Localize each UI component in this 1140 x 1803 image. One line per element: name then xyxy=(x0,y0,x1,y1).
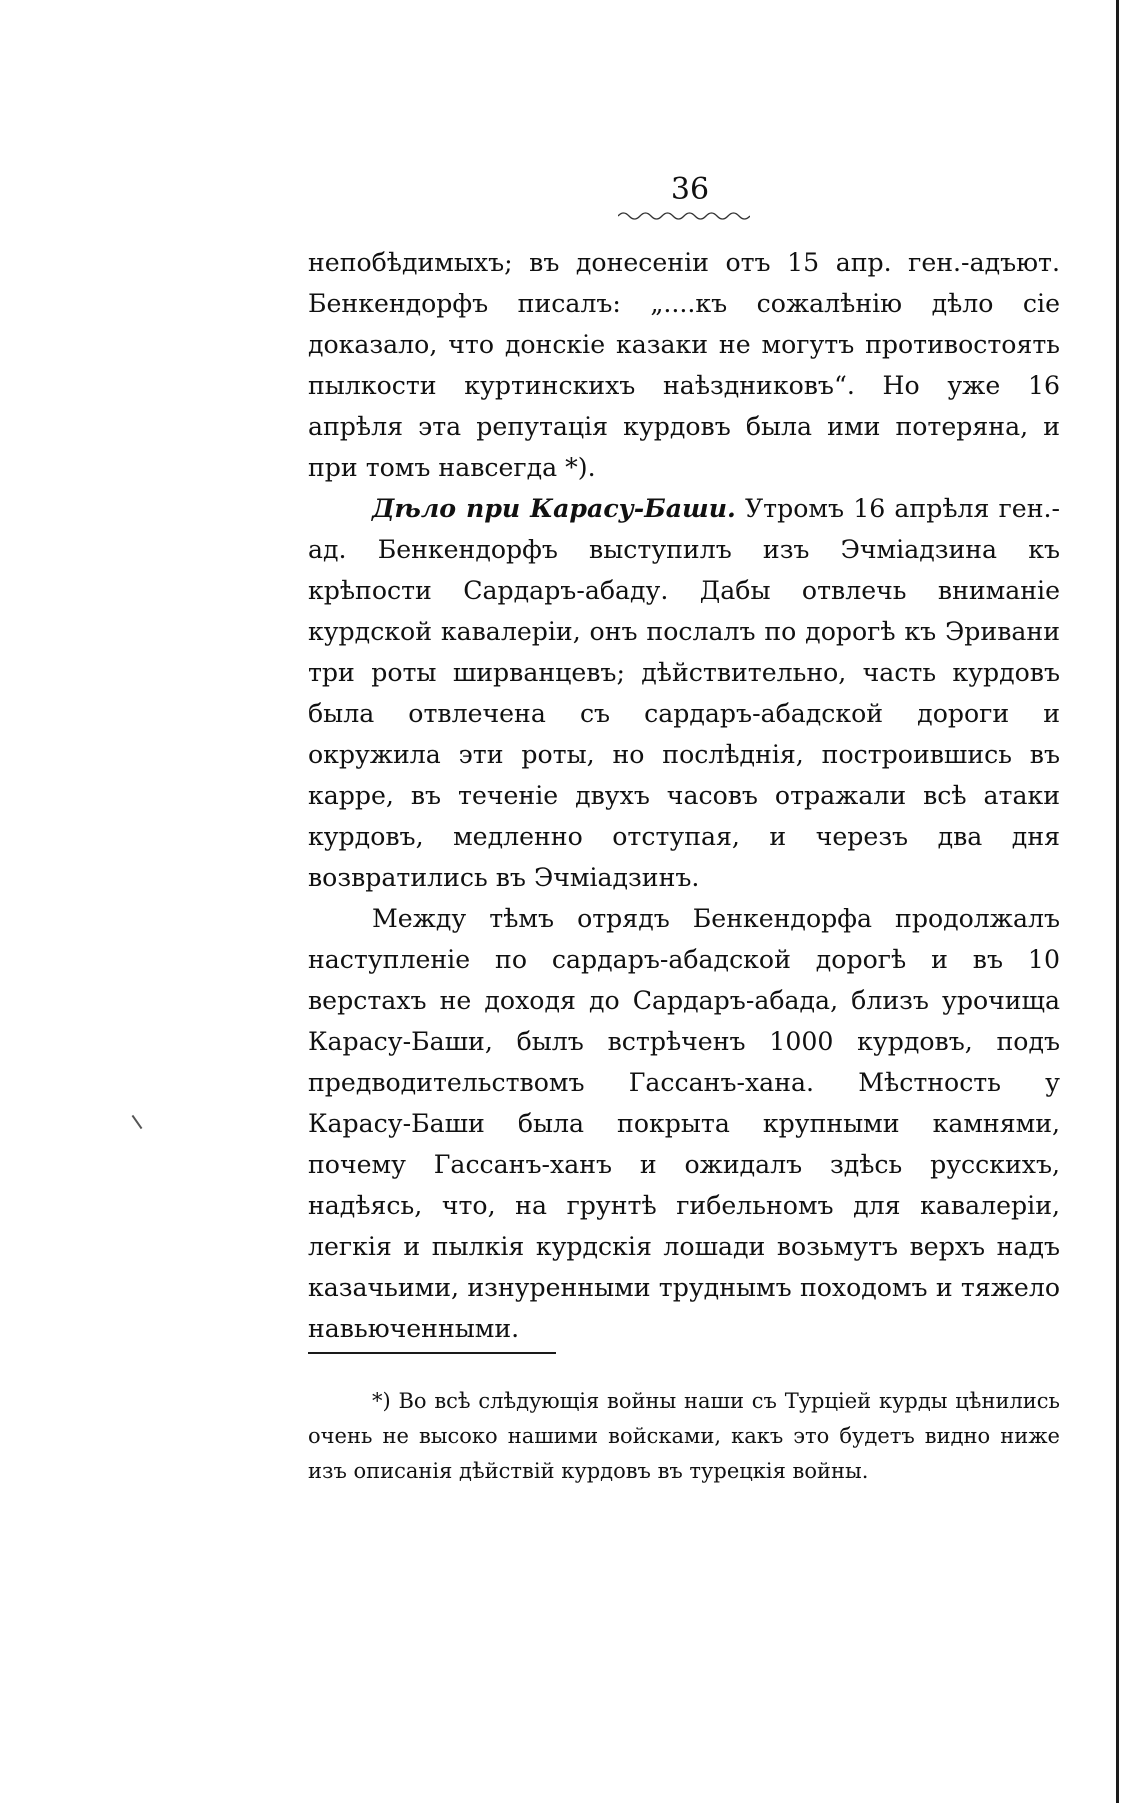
paragraph-2-text: Утромъ 16 апрѣля ген.-ад. Бенкендорфъ выступилъ изъ Эчміадзина къ крѣпости Сардаръ-абаду. Дабы отвлечь вниманіе курдской кавалеріи, онъ послалъ по дорогѣ къ Эривани три роты ширванцевъ; дѣйствительно, часть курдовъ была отвлечена съ сардаръ-абадской дороги и окружила эти роты, но послѣднія, построившись въ карре, въ теченіе двухъ часовъ отражали всѣ атаки курдовъ, медленно отступая, и черезъ два дня возвратились въ Эчміадзинъ. xyxy=(308,494,1061,892)
footnote: *) Во всѣ слѣдующія войны наши съ Турціей курды цѣнились очень не высоко нашими войсками, какъ это будетъ видно ниже изъ описанія дѣйствій курдовъ въ турецкія войны. xyxy=(308,1389,1060,1483)
page-number-ornament xyxy=(618,210,750,220)
main-text xyxy=(308,242,1060,1349)
page-edge-rule xyxy=(1116,0,1119,1803)
footnote-divider xyxy=(308,1352,556,1354)
stray-scan-mark xyxy=(132,1115,143,1129)
page-number: 36 xyxy=(670,172,710,207)
paragraph-3: Между тѣмъ отрядъ Бенкендорфа продолжалъ наступленіе по сардаръ-абадской дорогѣ и въ 10 верстахъ не доходя до Сардаръ-абада, близъ урочища Карасу-Баши, былъ встрѣченъ 1000 курдовъ, подъ предводительствомъ Гассанъ-хана. Мѣстность у Карасу-Баши была покрыта крупными камнями, почему Гассанъ-ханъ и ожидалъ здѣсь русскихъ, надѣясь, что, на грунтѣ гибельномъ для кавалеріи, легкія и пылкія курдскія лошади возьмутъ верхъ надъ казачьими, изнуренными труднымъ походомъ и тяжело навьюченными. xyxy=(308,904,1060,1343)
section-heading: Дѣло при Карасу-Баши. xyxy=(372,493,736,523)
paragraph-1: непобѣдимыхъ; въ донесеніи отъ 15 апр. ген.-адъют. Бенкендорфъ писалъ: „....къ сожалѣнію дѣло сіе доказало, что донскіе казаки не могутъ противостоять пылкости куртинскихъ наѣздниковъ“. Но уже 16 апрѣля эта репутація курдовъ была ими потеряна, и при томъ навсегда *). xyxy=(308,248,1060,482)
paragraph-2 xyxy=(308,488,1060,898)
